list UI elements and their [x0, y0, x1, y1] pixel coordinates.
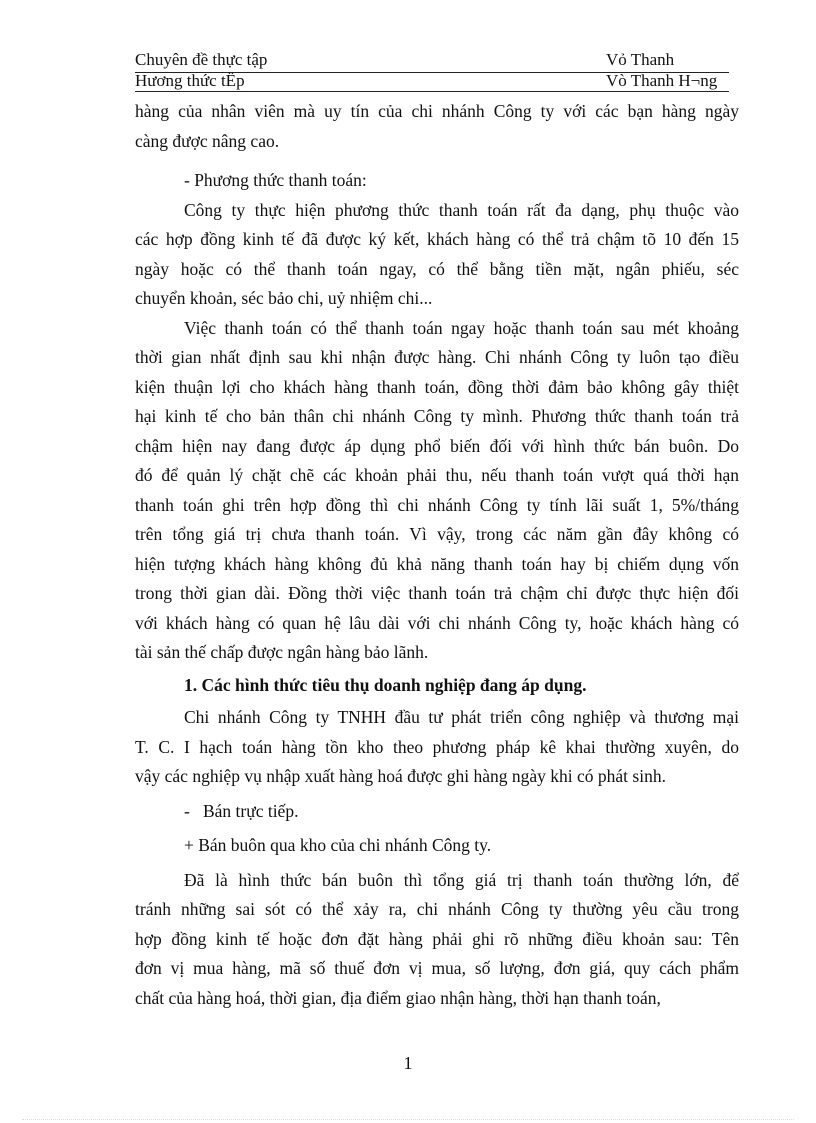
running-header-1: [135, 50, 729, 73]
text-line: hàng của nhân viên mà uy tín của chi nhánh Công ty với các bạn hàng ngày: [135, 101, 739, 121]
text-line: tài sản thế chấp được ngân hàng bảo lãnh.: [135, 642, 429, 662]
text-line: càng được nâng cao.: [135, 130, 280, 151]
text-line: Đã là hình thức bán buôn thì tổng giá trị thanh toán thường lớn, để: [184, 869, 739, 890]
header-title: Chuyên đề thực tập: [135, 50, 268, 69]
paragraph-4: [135, 314, 739, 668]
text-line: đó để quản lý chặt chẽ các khoản phải thu, nếu thanh toán vượt quá thời hạn: [135, 465, 739, 485]
list-item-direct-sale: - Bán trực tiếp.: [184, 800, 299, 821]
running-header-2: [135, 71, 729, 92]
text-line: Chi nhánh Công ty TNHH đầu tư phát triển công nghiệp và thương mại: [184, 707, 739, 727]
page-break-divider: [22, 1119, 794, 1120]
text-line: hiện tượng khách hàng không đủ khả năng thanh toán hay bị chiếm dụng vốn: [135, 553, 739, 574]
text-line: ngày hoặc có thể thanh toán ngay, có thể bằng tiền mặt, ngân phiếu, séc: [135, 258, 739, 279]
text-line: đơn vị mua hàng, mã số thuế đơn vị mua, số lượng, đơn giá, quy cách phẩm: [135, 958, 739, 978]
header-author-2: Vò Thanh H¬ng: [606, 71, 718, 90]
text-line: với khách hàng có quan hệ lâu dài với chi nhánh Công ty, hoặc khách hàng có: [135, 612, 739, 633]
paragraph-3: [135, 196, 739, 314]
text-line: tránh những sai sót có thể xảy ra, chi nhánh Công ty thường yêu cầu trong: [135, 899, 739, 919]
text-line: thanh toán ghi trên hợp đồng thì chi nhánh Công ty tính lãi suất 1, 5%/tháng: [135, 494, 739, 515]
text-line: trong thời gian dài. Đồng thời việc thanh toán trả chậm chỉ được thực hiện đối: [135, 583, 739, 603]
text-line: Việc thanh toán có thể thanh toán ngay hoặc thanh toán sau mét khoảng: [184, 317, 739, 338]
header-title-2: Hương thức tËp: [135, 71, 245, 90]
section-heading: 1. Các hình thức tiêu thụ doanh nghiệp đang áp dụng.: [184, 674, 587, 695]
list-item-wholesale: + Bán buôn qua kho của chi nhánh Công ty.: [184, 835, 492, 855]
paragraph-5: [135, 703, 739, 792]
text-line: thời gian nhất định sau khi nhận được hàng. Chi nhánh Công ty luôn tạo điều: [135, 347, 739, 367]
paragraph-1: [135, 97, 739, 156]
text-line: chất của hàng hoá, thời gian, địa điểm giao nhận hàng, thời hạn thanh toán,: [135, 987, 661, 1008]
paragraph-6: [135, 866, 739, 1014]
header-author: Vỏ Thanh: [606, 50, 675, 69]
text-line: trên tổng giá trị chưa thanh toán. Vì vậy, trong các năm gần đây không có: [135, 524, 739, 544]
document-body: [135, 97, 739, 1013]
text-line: hại kinh tế cho bản thân chi nhánh Công ty mình. Phương thức thanh toán trả: [135, 406, 739, 426]
text-line: chậm hiện nay đang được áp dụng phổ biến đối với hình thức bán buôn. Do: [135, 435, 739, 456]
text-line: các hợp đồng kinh tế đã được ký kết, khách hàng có thể trả chậm tõ 10 đến 15: [135, 229, 739, 249]
text-line: chuyển khoản, séc bảo chi, uỷ nhiệm chi...: [135, 288, 433, 308]
text-line: hợp đồng kinh tế hoặc đơn đặt hàng phải ghi rõ những điều khoản sau: Tên: [135, 928, 739, 949]
text-line: kiện thuận lợi cho khách hàng thanh toán, đồng thời đảm bảo không gây thiệt: [135, 376, 739, 397]
payment-method-label: - Phương thức thanh toán:: [184, 170, 367, 190]
text-line: T. C. I hạch toán hàng tồn kho theo phương pháp kê khai thường xuyên, do: [135, 736, 739, 757]
text-line: Công ty thực hiện phương thức thanh toán rất đa dạng, phụ thuộc vào: [184, 199, 739, 220]
page-number: 1: [403, 1053, 413, 1073]
text-line: vậy các nghiệp vụ nhập xuất hàng hoá được ghi hàng ngày khi có phát sinh.: [135, 766, 666, 786]
